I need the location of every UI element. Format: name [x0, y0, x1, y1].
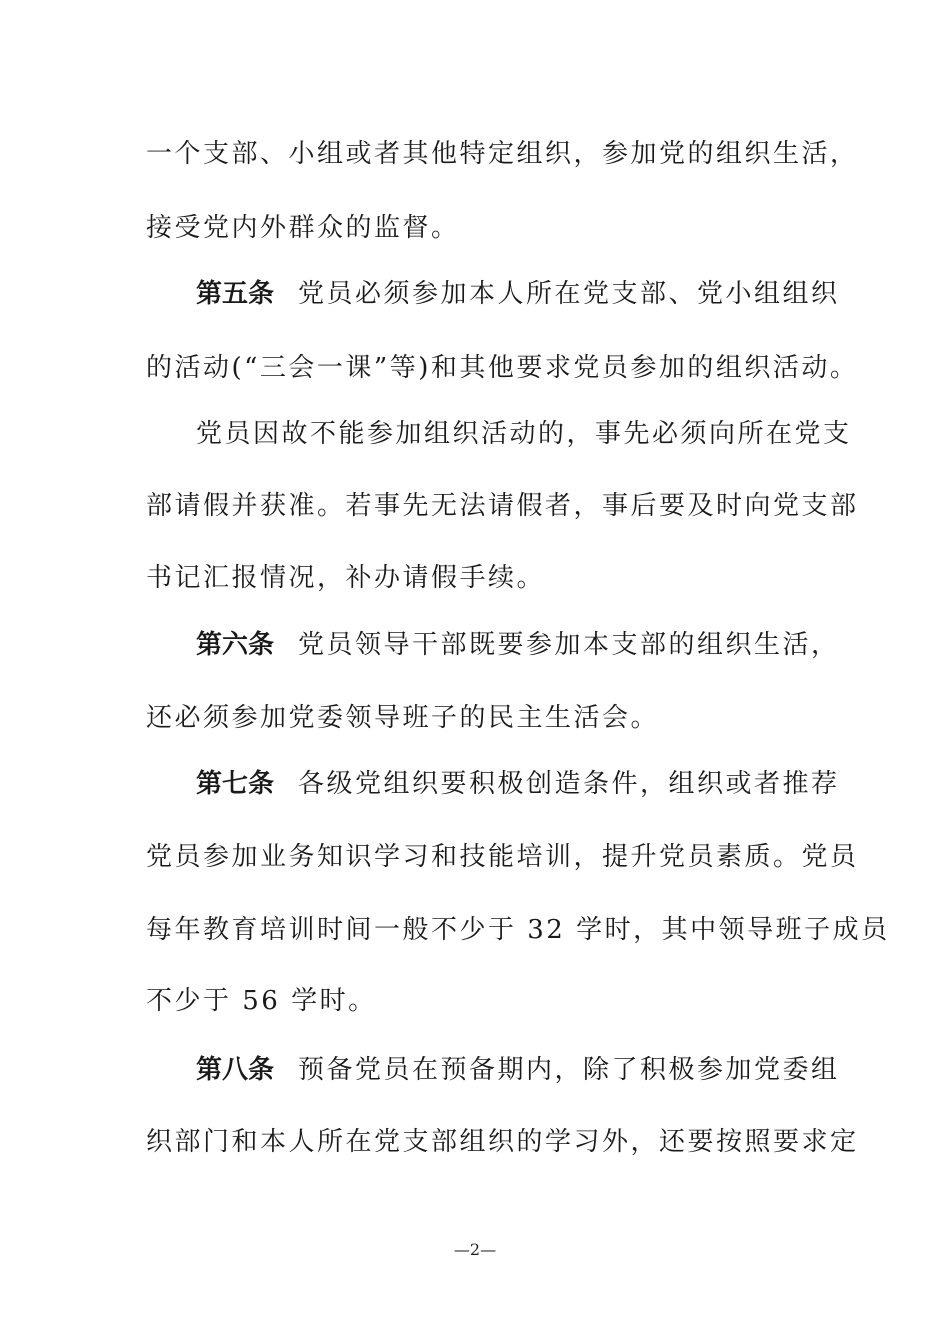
paragraph-line: 接受党内外群众的监督。 [146, 213, 460, 243]
article-heading: 第七条 [196, 769, 275, 799]
paragraph-line: 织部门和本人所在党支部组织的学习外，还要按照要求定 [146, 1127, 859, 1157]
article-heading: 第八条 [196, 1055, 275, 1085]
paragraph-line: 党员参加业务知识学习和技能培训，提升党员素质。党员 [146, 842, 859, 872]
article-five-line: 第五条 党员必须参加本人所在党支部、党小组组织 [196, 279, 840, 309]
paragraph-line: 每年教育培训时间一般不少于 32 学时，其中领导班子成员 [146, 915, 890, 945]
article-heading: 第五条 [196, 279, 275, 309]
article-seven-line: 第七条 各级党组织要积极创造条件，组织或者推荐 [196, 769, 840, 799]
paragraph-line: 书记汇报情况，补办请假手续。 [146, 563, 546, 593]
paragraph-line: 不少于 56 学时。 [146, 986, 377, 1016]
paragraph-line: 部请假并获准。若事先无法请假者，事后要及时向党支部 [146, 491, 859, 521]
article-eight-line: 第八条 预备党员在预备期内，除了积极参加党委组 [196, 1055, 840, 1085]
paragraph-line: 党员因故不能参加组织活动的，事先必须向所在党支 [196, 419, 852, 449]
paragraph-line: 的活动(“三会一课”等)和其他要求党员参加的组织活动。 [146, 353, 859, 383]
paragraph-line: 还必须参加党委领导班子的民主生活会。 [146, 703, 660, 733]
page-number: —2— [453, 1240, 497, 1259]
article-six-line: 第六条 党员领导干部既要参加本支部的组织生活， [196, 630, 840, 660]
article-heading: 第六条 [196, 630, 275, 660]
paragraph-line: 一个支部、小组或者其他特定组织，参加党的组织生活， [146, 139, 859, 169]
